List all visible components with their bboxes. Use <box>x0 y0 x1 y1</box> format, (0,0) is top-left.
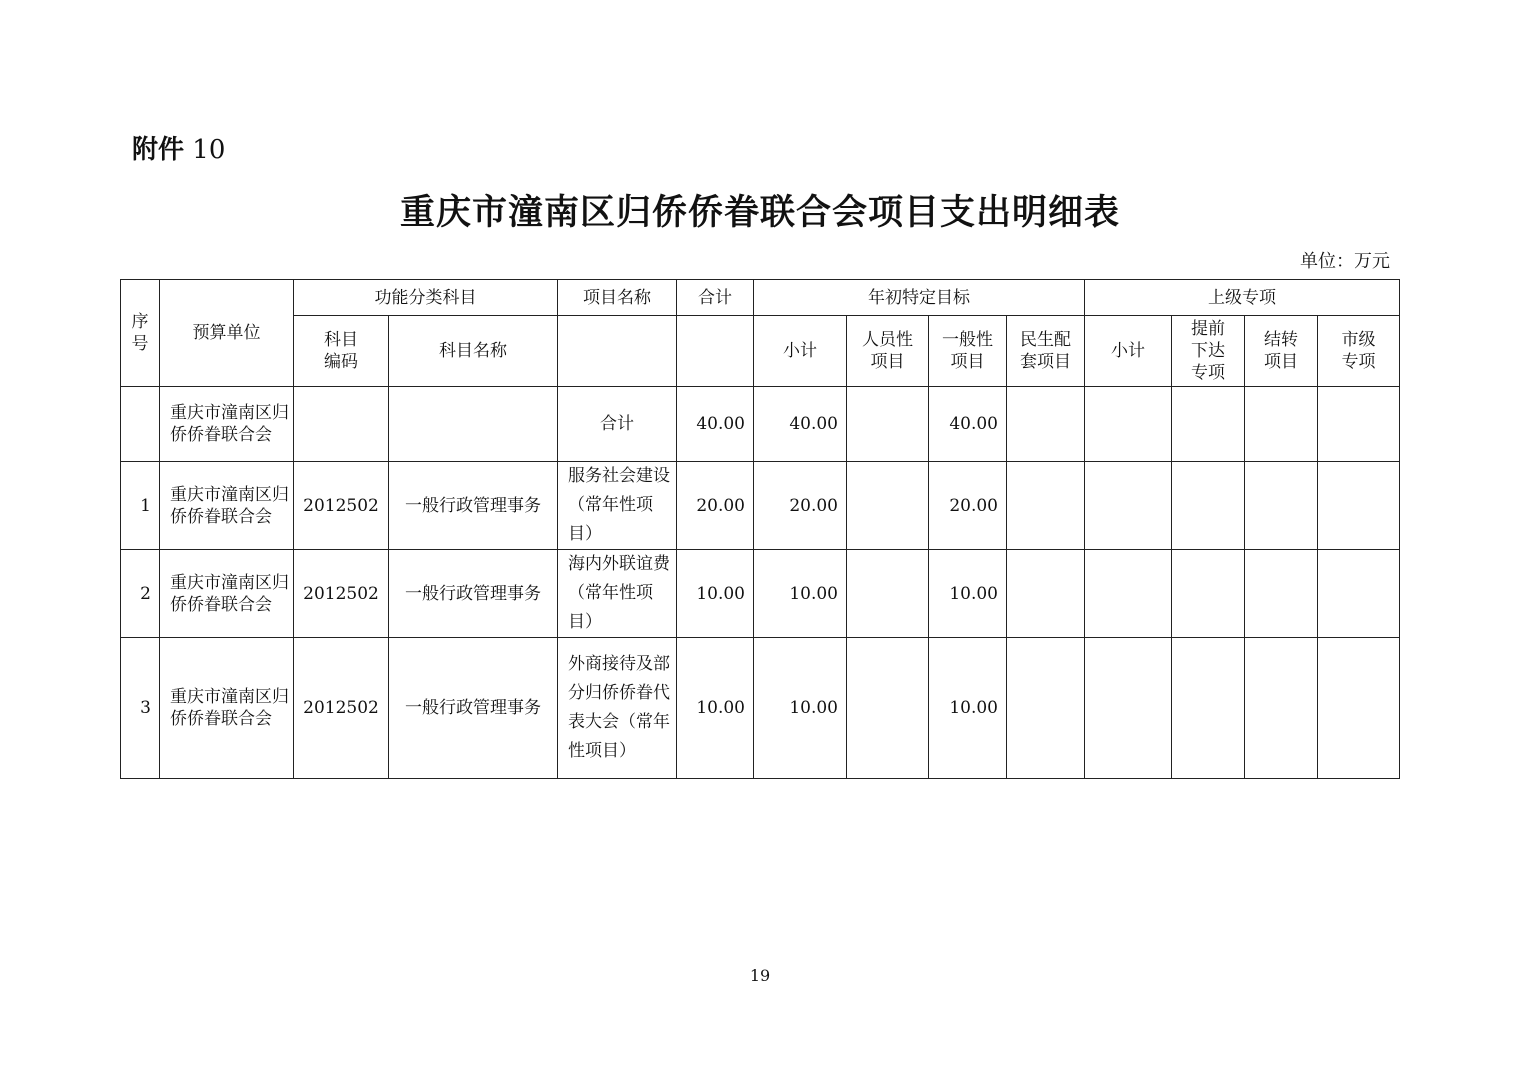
cell-project-name: 外商接待及部分归侨侨眷代表大会（常年性项目） <box>558 638 677 779</box>
cell-budget-unit: 重庆市潼南区归侨侨眷联合会 <box>160 638 294 779</box>
cell-project-name: 海内外联谊费（常年性项目） <box>558 550 677 638</box>
header-personnel: 人员性项目 <box>847 316 929 387</box>
cell-sup-subtotal <box>1085 387 1172 462</box>
cell-budget-unit: 重庆市潼南区归侨侨眷联合会 <box>160 462 294 550</box>
cell-subtotal: 40.00 <box>754 387 847 462</box>
cell-sup-subtotal <box>1085 638 1172 779</box>
cell-municipal <box>1318 550 1400 638</box>
cell-carryover <box>1245 387 1318 462</box>
header-row-1 <box>121 280 1400 316</box>
cell-total: 40.00 <box>677 387 754 462</box>
cell-seq: 3 <box>121 638 160 779</box>
header-subject-code: 科目编码 <box>294 316 389 387</box>
cell-livelihood <box>1007 462 1085 550</box>
header-func-category: 功能分类科目 <box>294 280 558 316</box>
cell-personnel <box>847 550 929 638</box>
cell-sup-subtotal <box>1085 462 1172 550</box>
header-budget-unit: 预算单位 <box>160 280 294 387</box>
header-sup-subtotal: 小计 <box>1085 316 1172 387</box>
header-general: 一般性项目 <box>929 316 1007 387</box>
cell-municipal <box>1318 638 1400 779</box>
table-row <box>121 638 1400 779</box>
header-subject-name: 科目名称 <box>389 316 558 387</box>
page-title: 重庆市潼南区归侨侨眷联合会项目支出明细表 <box>399 192 1120 233</box>
cell-personnel <box>847 387 929 462</box>
table-row <box>121 550 1400 638</box>
page-number: 19 <box>749 966 771 985</box>
cell-subtotal: 10.00 <box>754 550 847 638</box>
header-municipal: 市级专项 <box>1318 316 1400 387</box>
cell-livelihood <box>1007 387 1085 462</box>
cell-general: 20.00 <box>929 462 1007 550</box>
cell-budget-unit: 重庆市潼南区归侨侨眷联合会 <box>160 550 294 638</box>
header-total: 合计 <box>677 280 754 316</box>
header-project-name-blank <box>558 316 677 387</box>
cell-municipal <box>1318 462 1400 550</box>
cell-subject-name: 一般行政管理事务 <box>389 638 558 779</box>
header-total-blank <box>677 316 754 387</box>
cell-general: 10.00 <box>929 550 1007 638</box>
header-carryover: 结转项目 <box>1245 316 1318 387</box>
cell-total: 10.00 <box>677 550 754 638</box>
attachment-number: 10 <box>192 135 226 165</box>
attachment-word: 附件 <box>132 135 185 165</box>
header-project-name: 项目名称 <box>558 280 677 316</box>
attachment-label <box>132 133 225 167</box>
cell-livelihood <box>1007 550 1085 638</box>
cell-subject-code: 2012502 <box>294 638 389 779</box>
table-row <box>121 387 1400 462</box>
cell-livelihood <box>1007 638 1085 779</box>
cell-subject-name <box>389 387 558 462</box>
cell-subject-name: 一般行政管理事务 <box>389 550 558 638</box>
cell-advance <box>1172 638 1245 779</box>
cell-general: 40.00 <box>929 387 1007 462</box>
cell-advance <box>1172 462 1245 550</box>
cell-project-name: 合计 <box>558 387 677 462</box>
cell-budget-unit: 重庆市潼南区归侨侨眷联合会 <box>160 387 294 462</box>
cell-subtotal: 10.00 <box>754 638 847 779</box>
cell-advance <box>1172 550 1245 638</box>
header-subtotal: 小计 <box>754 316 847 387</box>
unit-note: 单位：万元 <box>1300 251 1390 272</box>
cell-seq <box>121 387 160 462</box>
cell-advance <box>1172 387 1245 462</box>
cell-total: 10.00 <box>677 638 754 779</box>
cell-personnel <box>847 638 929 779</box>
cell-carryover <box>1245 638 1318 779</box>
cell-subject-name: 一般行政管理事务 <box>389 462 558 550</box>
cell-general: 10.00 <box>929 638 1007 779</box>
cell-subject-code: 2012502 <box>294 550 389 638</box>
cell-seq: 2 <box>121 550 160 638</box>
header-annual-target: 年初特定目标 <box>754 280 1085 316</box>
cell-subject-code: 2012502 <box>294 462 389 550</box>
header-livelihood: 民生配套项目 <box>1007 316 1085 387</box>
cell-carryover <box>1245 550 1318 638</box>
cell-carryover <box>1245 462 1318 550</box>
cell-total: 20.00 <box>677 462 754 550</box>
cell-municipal <box>1318 387 1400 462</box>
table-row <box>121 462 1400 550</box>
header-superior-special: 上级专项 <box>1085 280 1400 316</box>
header-seq: 序号 <box>121 280 160 387</box>
cell-seq: 1 <box>121 462 160 550</box>
cell-project-name: 服务社会建设（常年性项目） <box>558 462 677 550</box>
header-advance: 提前下达专项 <box>1172 316 1245 387</box>
cell-subtotal: 20.00 <box>754 462 847 550</box>
project-expenditure-table <box>120 279 1400 779</box>
cell-sup-subtotal <box>1085 550 1172 638</box>
header-row-2 <box>121 316 1400 387</box>
cell-personnel <box>847 462 929 550</box>
cell-subject-code <box>294 387 389 462</box>
